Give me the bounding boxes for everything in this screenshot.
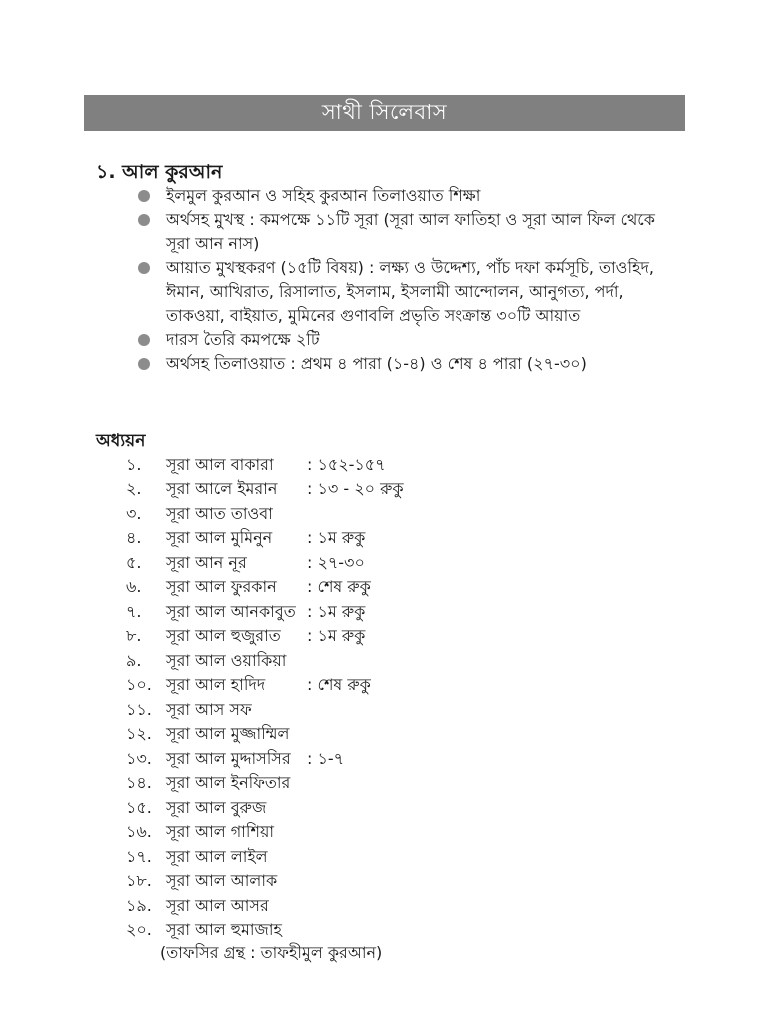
study-item <box>126 478 404 503</box>
study-item <box>126 796 404 821</box>
bullet-item <box>138 328 678 352</box>
study-item-detail: : ১ম রুকু <box>307 601 366 621</box>
study-item-name: সূরা আল হাদিদ <box>166 675 266 695</box>
study-item <box>126 698 404 723</box>
study-item-number: ১৯. <box>126 895 152 915</box>
study-item-number: ১৩. <box>126 748 152 768</box>
study-item <box>126 625 404 650</box>
study-item-number: ৮. <box>126 626 142 646</box>
study-item-name: সূরা আস সফ <box>166 699 252 719</box>
study-item <box>126 747 404 772</box>
study-item-name: সূরা আল বুরুজ <box>166 797 267 817</box>
study-item-name: সূরা আল হুজুরাত <box>166 626 281 646</box>
study-item <box>126 502 404 527</box>
bullet-text: আয়াত মুখস্থকরণ (১৫টি বিষয়) : লক্ষ্য ও উদ্দেশ্য, পাঁচ দফা কর্মসূচি, তাওহিদ, ঈমান, আখিরাত, রিসালাত, ইসলাম, ইসলামী আন্দোলন, আনুগত্য, পর্দা, তাকওয়া, বাইয়াত, মুমিনের গুণাবলি প্রভৃতি সংক্রান্ত ৩০টি আয়াত <box>166 258 654 325</box>
bullet-dot-icon <box>138 334 150 346</box>
study-item-name: সূরা আল আসর <box>166 895 269 915</box>
tafsir-note: (তাফসির গ্রন্থ : তাফহীমুল কুরআন) <box>160 943 383 962</box>
study-item <box>126 894 404 919</box>
study-item <box>126 649 404 674</box>
bullet-text: ইলমুল কুরআন ও সহিহ কুরআন তিলাওয়াত শিক্ষা <box>166 186 481 205</box>
study-item <box>126 870 404 895</box>
study-item-name: সূরা আল হুমাজাহ <box>166 920 282 940</box>
study-item-name: সূরা আলে ইমরান <box>166 479 278 499</box>
study-item-number: ১১. <box>126 699 152 719</box>
study-item-detail: : ১৫২-১৫৭ <box>307 454 386 474</box>
study-item-name: সূরা আল আনকাবুত <box>166 601 296 621</box>
study-item <box>126 576 404 601</box>
study-item-name: সূরা আল লাইল <box>166 846 268 866</box>
study-item-number: ২. <box>126 479 142 499</box>
study-item <box>126 551 404 576</box>
study-item-number: ৭. <box>126 601 142 621</box>
study-list <box>126 453 404 943</box>
bullet-dot-icon <box>138 358 150 370</box>
study-item-name: সূরা আত তাওবা <box>166 503 273 523</box>
study-item-number: ১২. <box>126 724 152 744</box>
bullet-item <box>138 184 678 208</box>
study-item-detail: : ২৭-৩০ <box>307 552 365 572</box>
bullet-dot-icon <box>138 262 150 274</box>
study-item-number: ১৬. <box>126 822 152 842</box>
study-item-name: সূরা আল গাশিয়া <box>166 822 275 842</box>
bullet-item <box>138 352 678 376</box>
study-item-number: ১৫. <box>126 797 152 817</box>
study-item-number: ১৭. <box>126 846 152 866</box>
study-heading: অধ্যয়ন <box>96 431 146 451</box>
study-item-detail: : ১৩ - ২০ রুকু <box>307 479 404 499</box>
quran-bullet-list <box>138 184 678 376</box>
bullet-text: দারস তৈরি কমপক্ষে ২টি <box>166 330 320 349</box>
study-item-detail: : শেষ রুকু <box>307 675 371 695</box>
study-item-name: সূরা আল আলাক <box>166 871 278 891</box>
study-item-number: ৯. <box>126 650 142 670</box>
study-item <box>126 453 404 478</box>
study-item-name: সূরা আল মুদ্দাসসির <box>166 748 291 768</box>
study-item <box>126 527 404 552</box>
study-item-name: সূরা আল বাকারা <box>166 454 274 474</box>
study-item-detail: : ১ম রুকু <box>307 626 366 646</box>
study-item-name: সূরা আল ইনফিতার <box>166 773 291 793</box>
section-heading-quran: ১. আল কুরআন <box>96 161 223 183</box>
bullet-text: অর্থসহ তিলাওয়াত : প্রথম ৪ পারা (১-৪) ও শেষ ৪ পারা (২৭-৩০) <box>166 354 587 373</box>
bullet-item <box>138 208 678 256</box>
bullet-dot-icon <box>138 190 150 202</box>
study-item <box>126 723 404 748</box>
bullet-item <box>138 256 678 328</box>
study-item <box>126 821 404 846</box>
study-item-name: সূরা আল মুজ্জাম্মিল <box>166 724 290 744</box>
bullet-dot-icon <box>138 214 150 226</box>
page-title: সাথী সিলেবাস <box>321 99 448 124</box>
bullet-text: অর্থসহ মুখস্থ : কমপক্ষে ১১টি সূরা (সূরা আল ফাতিহা ও সূরা আল ফিল থেকে সূরা আন নাস) <box>166 210 655 253</box>
study-item-number: ৩. <box>126 503 142 523</box>
study-item <box>126 845 404 870</box>
study-item <box>126 772 404 797</box>
study-item-detail: : শেষ রুকু <box>307 577 371 597</box>
study-item-name: সূরা আল ওয়াকিয়া <box>166 650 287 670</box>
study-item-detail: : ১ম রুকু <box>307 528 366 548</box>
study-item-number: ২০. <box>126 920 152 940</box>
study-item-detail: : ১-৭ <box>307 748 345 768</box>
study-item <box>126 600 404 625</box>
title-bar <box>84 95 685 131</box>
study-item-number: ১৪. <box>126 773 152 793</box>
study-item-name: সূরা আল ফুরকান <box>166 577 277 597</box>
study-item-number: ১০. <box>126 675 152 695</box>
study-item <box>126 674 404 699</box>
study-item-number: ৬. <box>126 577 142 597</box>
study-item-name: সূরা আল মুমিনুন <box>166 528 273 548</box>
study-item-number: ১৮. <box>126 871 152 891</box>
study-item-number: ৪. <box>126 528 142 548</box>
study-item-name: সূরা আন নূর <box>166 552 247 572</box>
study-item-number: ১. <box>126 454 142 474</box>
study-item-number: ৫. <box>126 552 142 572</box>
